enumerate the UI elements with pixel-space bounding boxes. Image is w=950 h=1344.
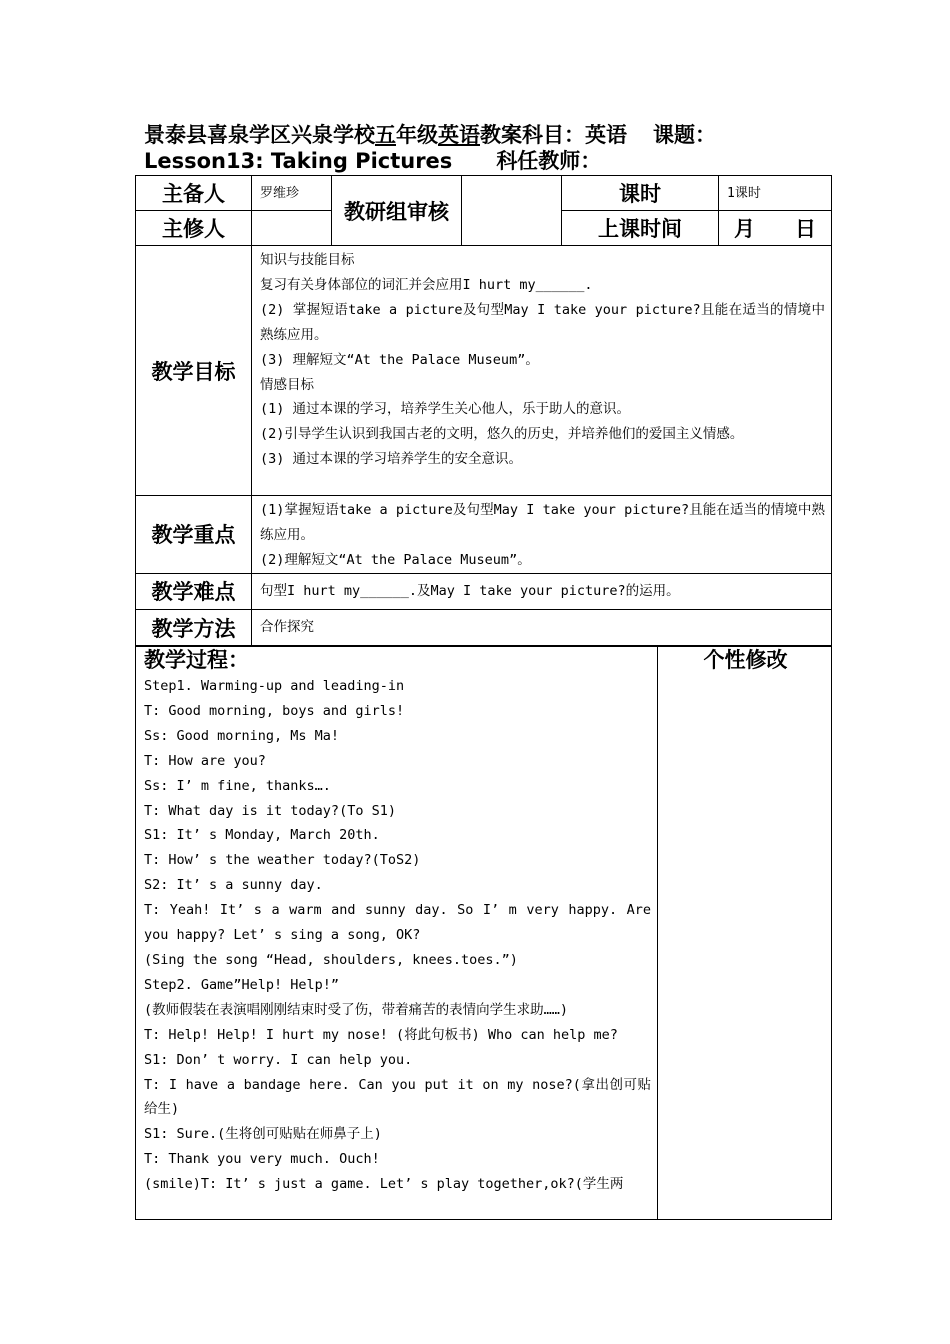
key-points-label: 教学重点 (136, 496, 252, 574)
method-content: 合作探究 (252, 609, 832, 646)
process-content (136, 646, 658, 1220)
process-line: T: How are you? (144, 752, 266, 769)
objective-line: (2)引导学生认识到我国古老的文明，悠久的历史，并培养他们的爱国主义情感。 (260, 426, 744, 443)
process-line: Ss: I’ m fine, thanks…. (144, 777, 331, 794)
process-line: S2: It’ s a sunny day. (144, 877, 323, 894)
subject-value: 英语 (438, 123, 480, 147)
month-label: 月 (734, 217, 755, 241)
process-label: 教学过程： (144, 648, 249, 672)
editor-value (252, 211, 332, 246)
process-line: Step2. Game”Help! Help!” (144, 976, 340, 993)
process-line: (Sing the song “Head, shoulders, knees.toes.”) (144, 951, 518, 968)
objective-line: (3) 理解短文“At the Palace Museum”。 (260, 351, 539, 368)
lead-preparer-value: 罗维珍 (252, 176, 332, 211)
revision-label: 个性修改 (703, 648, 788, 672)
key-point-line: (1)掌握短语take a picture及句型May I take your picture?且能在适当的情境中熟练应用。 (260, 502, 825, 543)
process-line: T: Help! Help! I hurt my nose! (将此句板书) Who can help me? (144, 1026, 618, 1043)
class-time-text: 上课时间 (598, 217, 682, 241)
objective-line: (1) 通过本课的学习，培养学生关心他人，乐于助人的意识。 (260, 401, 631, 418)
grade-suffix: 年级 (396, 123, 438, 147)
plan-subject: 教案科目：英语 (480, 123, 627, 147)
objective-line: 复习有关身体部位的词汇并会应用I hurt my______. (260, 276, 593, 293)
revision-column (658, 646, 832, 1220)
objective-line: (3) 通过本课的学习培养学生的安全意识。 (260, 451, 523, 468)
process-line: S1: It’ s Monday, March 20th. (144, 827, 380, 844)
process-line: T: Thank you very much. Ouch! (144, 1151, 380, 1168)
lead-preparer-label: 主备人 (136, 176, 252, 211)
key-points-content (252, 496, 832, 574)
day-label: 日 (795, 217, 816, 241)
process-line: T: Yeah! It’ s a warm and sunny day. So I’ m very happy. Are you happy? Let’ s sing a song, OK? (144, 902, 651, 944)
objectives-label: 教学目标 (136, 246, 252, 496)
editor-label: 主修人 (136, 211, 252, 246)
topic-label: 课题： (653, 123, 716, 147)
process-line: T: How’ s the weather today?(ToS2) (144, 852, 421, 869)
detail-table (135, 245, 832, 647)
process-line: (smile)T: It’ s just a game. Let’ s play together,ok?(学生两 (144, 1176, 624, 1193)
objective-line: (2) 掌握短语take a picture及句型May I take your picture?且能在适当的情境中熟练应用。 (260, 301, 825, 343)
document-title (144, 122, 844, 174)
info-table (135, 175, 832, 246)
lesson-title: Lesson13: Taking Pictures (144, 149, 453, 173)
key-point-line: (2)理解短文“At the Palace Museum”。 (260, 551, 531, 568)
process-line: S1: Sure.(生将创可贴贴在师鼻子上) (144, 1126, 382, 1143)
class-time-value (719, 211, 832, 246)
grade-value: 五 (375, 123, 396, 147)
process-line: T: I have a bandage here. Can you put it on my nose?(拿出创可贴给生) (144, 1076, 651, 1118)
review-value (462, 176, 562, 246)
school-name: 景泰县喜泉学区兴泉学校 (144, 123, 375, 147)
process-line: T: Good morning, boys and girls! (144, 702, 405, 719)
process-line: Ss: Good morning, Ms Ma! (144, 727, 340, 744)
process-line: (教师假装在表演唱刚刚结束时受了伤，带着痛苦的表情向学生求助……) (144, 1001, 569, 1018)
objectives-content (252, 246, 832, 496)
difficulty-content: 句型I hurt my______.及May I take your picture?的运用。 (252, 573, 832, 609)
period-label: 课时 (562, 176, 719, 211)
process-line: S1: Don’ t worry. I can help you. (144, 1051, 413, 1068)
teacher-label: 科任教师： (496, 149, 602, 173)
process-line: Step1. Warming-up and leading-in (144, 678, 405, 694)
objective-line: 情感目标 (260, 376, 314, 393)
review-label: 教研组审核 (332, 176, 462, 246)
difficulty-label: 教学难点 (136, 573, 252, 609)
period-value: 1课时 (719, 176, 832, 211)
process-table (135, 645, 832, 1220)
method-label: 教学方法 (136, 609, 252, 646)
process-line: T: What day is it today?(To S1) (144, 802, 396, 819)
class-time-label (562, 211, 719, 246)
objective-line: 知识与技能目标 (260, 252, 355, 268)
